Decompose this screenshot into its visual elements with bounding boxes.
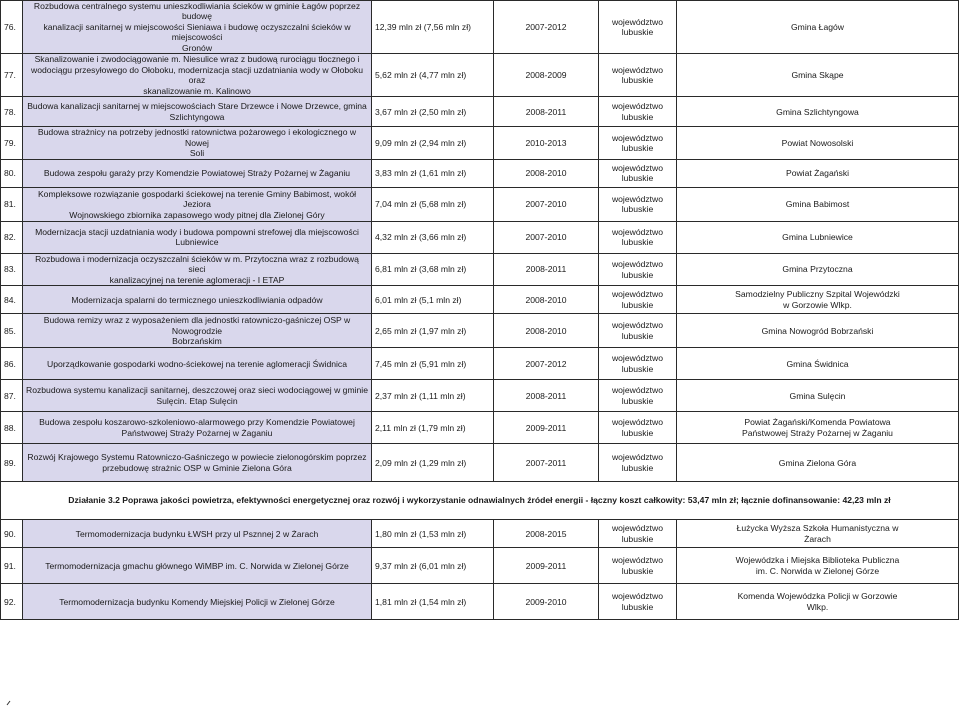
cell-line: Budowa strażnicy na potrzeby jednostki ratownictwa pożarowego i ekologicznego w Nowej	[37, 127, 357, 148]
project-years: 2009-2010	[494, 584, 599, 620]
cell-line: Rozwój Krajowego Systemu Ratowniczo-Gaśniczego w powiecie zielonogórskim poprzez	[27, 452, 367, 463]
project-description	[23, 97, 372, 127]
cell-line: Budowa zespołu koszarowo-szkoleniowo-alarmowego przy Komendzie Powiatowej	[39, 417, 355, 428]
project-years: 2008-2015	[494, 520, 599, 548]
province	[599, 54, 677, 97]
cell-line: Skanalizowanie i zwodociągowanie m. Niesulice wraz z budową rurociągu tłocznego i	[34, 54, 360, 65]
cell-line: województwo	[611, 16, 664, 27]
cell-line: Gmina Świdnica	[786, 358, 849, 369]
beneficiary	[677, 380, 959, 412]
cell-line: kanalizacyjnej na terenie aglomeracji - I ETAP	[109, 274, 285, 285]
project-description	[23, 314, 372, 348]
project-cost: 7,45 mln zł (5,91 mln zł)	[372, 348, 494, 380]
row-number: 91.	[1, 548, 23, 584]
cell-line: województwo	[611, 353, 664, 364]
beneficiary	[677, 1, 959, 54]
cell-line: Budowa kanalizacji sanitarnej w miejscowościach Stare Drzewce i Nowe Drzewce, gmina	[27, 101, 367, 112]
project-description	[23, 444, 372, 482]
cell-line: Termomodernizacja gmachu głównego WiMBP im. C. Norwida w Zielonej Górze	[45, 560, 349, 571]
cell-line: Kompleksowe rozwiązanie gospodarki ściekowej na terenie Gminy Babimost, wokół Jeziora	[37, 188, 357, 210]
province	[599, 97, 677, 127]
row-number: 77.	[1, 54, 23, 97]
cell-line: województwo	[611, 226, 664, 237]
cell-line: Rozbudowa i modernizacja oczyszczalni ścieków w m. Przytoczna wraz z rozbudową sieci	[35, 253, 359, 275]
project-description	[23, 1, 372, 54]
beneficiary	[677, 286, 959, 314]
cell-line: Gmina Łagów	[790, 21, 845, 32]
spacer-cell	[1, 482, 959, 490]
cell-line: województwo	[611, 64, 664, 75]
beneficiary	[677, 54, 959, 97]
beneficiary	[677, 159, 959, 187]
project-description	[23, 187, 372, 221]
row-number: 80.	[1, 159, 23, 187]
table-row	[1, 1, 959, 54]
cell-line: Żarach	[804, 533, 831, 544]
cell-line: województwo	[611, 320, 664, 331]
table-row	[1, 221, 959, 253]
spacer-cell	[1, 510, 959, 520]
cell-line: lubuskie	[621, 299, 654, 310]
province	[599, 127, 677, 159]
cell-line: Termomodernizacja budynku ŁWSH przy ul Psznnej 2 w Żarach	[75, 528, 319, 539]
row-number: 78.	[1, 97, 23, 127]
cell-line: Państwowej Straży Pożarnej w Żaganiu	[742, 427, 893, 438]
project-years: 2008-2011	[494, 380, 599, 412]
cell-line: Uporządkowanie gospodarki wodno-ściekowej na terenie aglomeracji Świdnica	[47, 358, 347, 369]
cell-line: lubuskie	[621, 363, 654, 374]
spacer-row	[1, 482, 959, 490]
project-cost: 6,01 mln zł (5,1 mln zł)	[372, 286, 494, 314]
project-years: 2009-2011	[494, 548, 599, 584]
table-row	[1, 314, 959, 348]
project-years: 2007-2012	[494, 348, 599, 380]
project-years: 2007-2012	[494, 1, 599, 54]
province	[599, 520, 677, 548]
cell-line: lubuskie	[621, 237, 654, 248]
cell-line: Modernizacja stacji uzdatniania wody i budowa pompowni strefowej dla miejscowości	[35, 226, 359, 237]
beneficiary	[677, 412, 959, 444]
project-cost: 2,65 mln zł (1,97 mln zł)	[372, 314, 494, 348]
row-number: 86.	[1, 348, 23, 380]
row-number: 87.	[1, 380, 23, 412]
province	[599, 548, 677, 584]
beneficiary	[677, 520, 959, 548]
table-row	[1, 584, 959, 620]
cell-line: Gmina Szlichtyngowa	[776, 106, 859, 117]
cell-line: Powiat Żagański/Komenda Powiatowa	[744, 417, 891, 428]
cell-line: Soli	[189, 148, 205, 159]
project-cost: 9,37 mln zł (6,01 mln zł)	[372, 548, 494, 584]
province	[599, 348, 677, 380]
cell-line: Powiat Żagański	[785, 168, 850, 179]
table-row	[1, 548, 959, 584]
project-cost: 5,62 mln zł (4,77 mln zł)	[372, 54, 494, 97]
cell-line: Bobrzańskim	[172, 336, 222, 346]
cell-line: Komenda Wojewódzka Policji w Gorzowie	[737, 591, 898, 602]
project-cost: 3,83 mln zł (1,61 mln zł)	[372, 159, 494, 187]
project-years: 2008-2011	[494, 253, 599, 285]
table-row	[1, 286, 959, 314]
province	[599, 412, 677, 444]
project-description	[23, 584, 372, 620]
cell-line: województwo	[611, 259, 664, 270]
beneficiary	[677, 127, 959, 159]
row-number: 76.	[1, 1, 23, 54]
table-row	[1, 520, 959, 548]
project-years: 2008-2011	[494, 97, 599, 127]
cell-line: województwo	[611, 452, 664, 463]
cell-line: lubuskie	[621, 173, 654, 184]
row-number: 85.	[1, 314, 23, 348]
project-cost: 3,67 mln zł (2,50 mln zł)	[372, 97, 494, 127]
project-years: 2008-2009	[494, 54, 599, 97]
province	[599, 584, 677, 620]
cell-line: Wojewódzka i Miejska Biblioteka Publiczna	[735, 555, 900, 566]
beneficiary	[677, 314, 959, 348]
row-number: 83.	[1, 253, 23, 285]
cell-line: lubuskie	[621, 75, 654, 86]
project-description	[23, 127, 372, 159]
table-row	[1, 187, 959, 221]
project-years: 2007-2010	[494, 221, 599, 253]
cell-line: województwo	[611, 162, 664, 173]
cell-line: wodociągu przesyłowego do Ołoboku, modernizacja stacji uzdatniania wody w Ołoboku oraz	[30, 64, 363, 86]
project-cost: 1,80 mln zł (1,53 mln zł)	[372, 520, 494, 548]
project-description	[23, 548, 372, 584]
cell-line: skanalizowanie m. Kalinowo	[143, 85, 251, 96]
cell-line: Gronów	[181, 42, 213, 53]
project-cost: 1,81 mln zł (1,54 mln zł)	[372, 584, 494, 620]
project-description	[23, 159, 372, 187]
cell-line: Gmina Przytoczna	[782, 264, 853, 275]
cell-line: lubuskie	[621, 427, 654, 438]
project-cost: 7,04 mln zł (5,68 mln zł)	[372, 187, 494, 221]
section-header: Działanie 3.2 Poprawa jakości powietrza, efektywności energetycznej oraz rozwój i wykorzystanie odnawialnych źródeł energii - łączny koszt całkowity: 53,47 mln zł; łącznie dofinansowanie: 42,23 mln zł	[1, 490, 959, 510]
project-years: 2010-2013	[494, 127, 599, 159]
province	[599, 1, 677, 54]
cell-line: Gmina Nowogród Bobrzański	[761, 325, 874, 336]
project-cost: 2,09 mln zł (1,29 mln zł)	[372, 444, 494, 482]
cell-line: lubuskie	[621, 111, 654, 122]
cell-line: Gmina Skąpe	[791, 70, 844, 81]
cell-line: Wojnowskiego zbiornika zapasowego wody pitnej dla Zielonej Góry	[69, 209, 325, 220]
stray-mark	[6, 700, 12, 706]
row-number: 92.	[1, 584, 23, 620]
cell-line: województwo	[611, 193, 664, 204]
cell-line: Wlkp.	[806, 601, 829, 612]
cell-line: im. C. Norwida w Zielonej Górze	[755, 565, 880, 576]
row-number: 89.	[1, 444, 23, 482]
project-description	[23, 348, 372, 380]
cell-line: Gmina Zielona Góra	[778, 457, 857, 468]
table-row	[1, 54, 959, 97]
cell-line: Gmina Babimost	[785, 199, 850, 210]
cell-line: województwo	[611, 289, 664, 300]
project-years: 2008-2010	[494, 159, 599, 187]
project-description	[23, 412, 372, 444]
beneficiary	[677, 187, 959, 221]
cell-line: lubuskie	[621, 27, 654, 38]
table-row	[1, 444, 959, 482]
row-number: 84.	[1, 286, 23, 314]
beneficiary	[677, 584, 959, 620]
table-body-top	[1, 1, 959, 620]
cell-line: Szlichtyngowa	[169, 111, 225, 122]
project-cost: 2,11 mln zł (1,79 mln zł)	[372, 412, 494, 444]
cell-line: lubuskie	[621, 601, 654, 612]
beneficiary	[677, 548, 959, 584]
cell-line: województwo	[611, 132, 664, 143]
cell-line: Powiat Nowosolski	[781, 137, 854, 148]
cell-line: lubuskie	[621, 143, 654, 154]
table-row	[1, 380, 959, 412]
cell-line: Budowa remizy wraz z wyposażeniem dla jednostki ratowniczo-gaśniczej OSP w Nowogrodzie	[43, 315, 351, 336]
project-cost: 2,37 mln zł (1,11 mln zł)	[372, 380, 494, 412]
province	[599, 221, 677, 253]
table-row	[1, 159, 959, 187]
cell-line: przebudowę strażnic OSP w Gminie Zielona Góra	[102, 462, 292, 473]
cell-line: Łużycka Wyższa Szkoła Humanistyczna w	[736, 523, 899, 534]
project-years: 2007-2010	[494, 187, 599, 221]
province	[599, 314, 677, 348]
row-number: 88.	[1, 412, 23, 444]
cell-line: Modernizacja spalarni do termicznego unieszkodliwiania odpadów	[71, 294, 323, 305]
cell-line: lubuskie	[621, 269, 654, 280]
cell-line: województwo	[611, 591, 664, 602]
beneficiary	[677, 348, 959, 380]
cell-line: Lubniewice	[175, 237, 219, 248]
project-cost: 6,81 mln zł (3,68 mln zł)	[372, 253, 494, 285]
project-description	[23, 380, 372, 412]
table-row	[1, 97, 959, 127]
province	[599, 159, 677, 187]
row-number: 90.	[1, 520, 23, 548]
row-number: 79.	[1, 127, 23, 159]
table-row	[1, 253, 959, 285]
cell-line: kanalizacji sanitarnej w miejscowości Sieniawa i budowę oczyszczalni ścieków w miejscowości	[43, 21, 351, 43]
section-header-row	[1, 490, 959, 510]
province	[599, 253, 677, 285]
table-row	[1, 127, 959, 159]
cell-line: województwo	[611, 523, 664, 534]
cell-line: Samodzielny Publiczny Szpital Wojewódzki	[735, 289, 900, 300]
cell-line: w Gorzowie Wlkp.	[783, 299, 852, 310]
cell-line: Rozbudowa systemu kanalizacji sanitarnej, deszczowej oraz sieci wodociągowej w gminie	[26, 385, 369, 396]
project-years: 2009-2011	[494, 412, 599, 444]
row-number: 82.	[1, 221, 23, 253]
project-description	[23, 520, 372, 548]
province	[599, 286, 677, 314]
table-row	[1, 412, 959, 444]
cell-line: lubuskie	[621, 565, 654, 576]
spacer-row	[1, 510, 959, 520]
cell-line: lubuskie	[621, 330, 654, 341]
cell-line: Budowa zespołu garaży przy Komendzie Powiatowej Straży Pożarnej w Żaganiu	[43, 168, 351, 179]
project-description	[23, 221, 372, 253]
cell-line: lubuskie	[621, 204, 654, 215]
cell-line: Gmina Sulęcin	[789, 390, 846, 401]
cell-line: lubuskie	[621, 533, 654, 544]
beneficiary	[677, 221, 959, 253]
project-description	[23, 253, 372, 285]
cell-line: Państwowej Straży Pożarnej w Żaganiu	[121, 427, 273, 438]
project-description	[23, 54, 372, 97]
province	[599, 187, 677, 221]
cell-line: województwo	[611, 101, 664, 112]
project-years: 2008-2010	[494, 286, 599, 314]
project-years: 2008-2010	[494, 314, 599, 348]
province	[599, 380, 677, 412]
beneficiary	[677, 97, 959, 127]
project-description	[23, 286, 372, 314]
project-cost: 9,09 mln zł (2,94 mln zł)	[372, 127, 494, 159]
cell-line: województwo	[611, 555, 664, 566]
project-cost: 12,39 mln zł (7,56 mln zł)	[372, 1, 494, 54]
beneficiary	[677, 444, 959, 482]
row-number: 81.	[1, 187, 23, 221]
cell-line: województwo	[611, 417, 664, 428]
cell-line: lubuskie	[621, 395, 654, 406]
cell-line: Rozbudowa centralnego systemu unieszkodliwiania ścieków w gminie Łagów poprzez budowę	[33, 1, 361, 22]
cell-line: Gmina Lubniewice	[782, 232, 853, 243]
table-row	[1, 348, 959, 380]
province	[599, 444, 677, 482]
project-years: 2007-2011	[494, 444, 599, 482]
project-cost: 4,32 mln zł (3,66 mln zł)	[372, 221, 494, 253]
beneficiary	[677, 253, 959, 285]
cell-line: lubuskie	[621, 462, 654, 473]
cell-line: Sulęcin. Etap Sulęcin	[156, 395, 238, 406]
cell-line: województwo	[611, 385, 664, 396]
cell-line: Termomodernizacja budynku Komendy Miejskiej Policji w Zielonej Górze	[59, 596, 335, 607]
